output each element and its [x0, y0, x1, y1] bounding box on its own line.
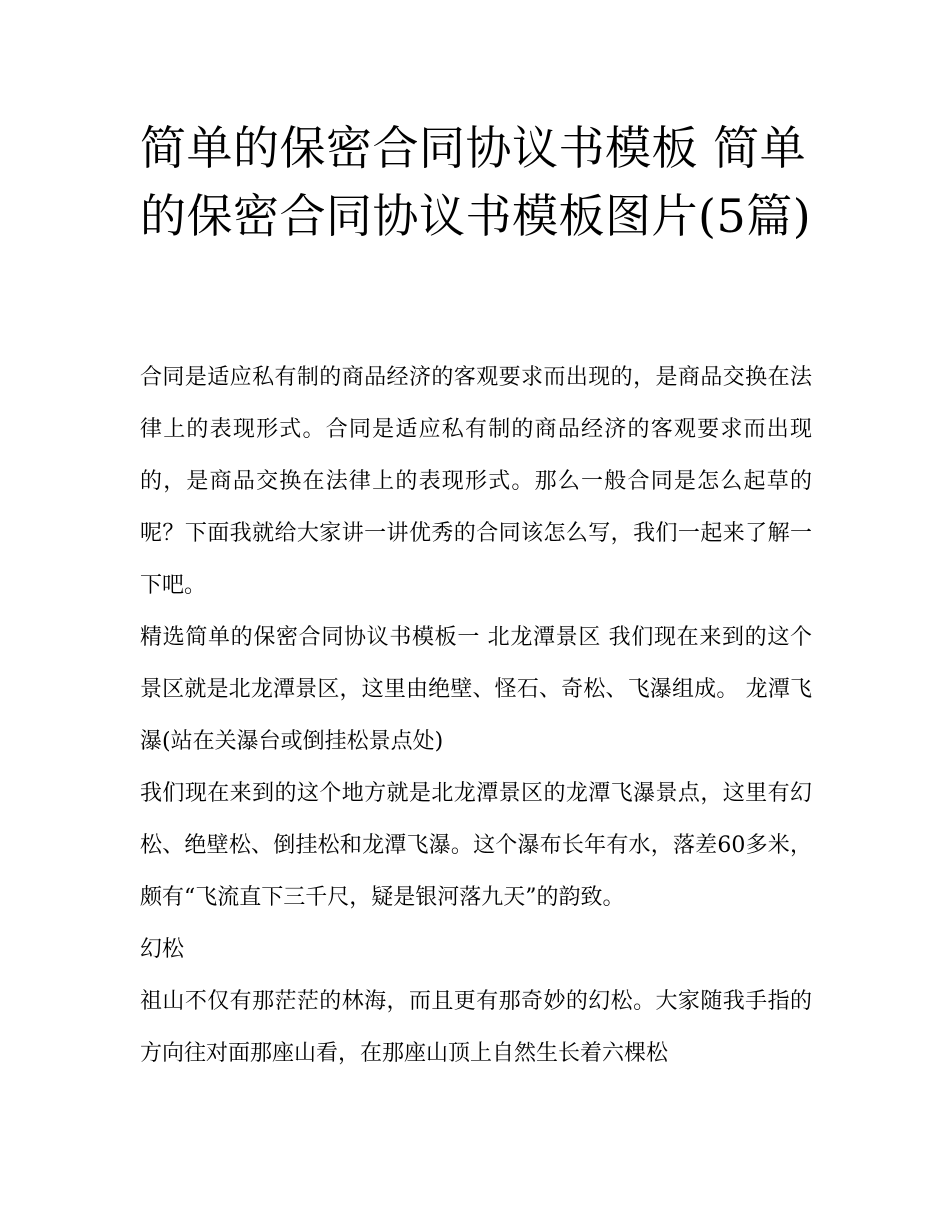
paragraph-huansong: 祖山不仅有那茫茫的林海，而且更有那奇妙的幻松。大家随我手指的方向往对面那座山看，在那座山顶上自然生长着六棵松 — [140, 989, 812, 1066]
paragraph-intro: 合同是适应私有制的商品经济的客观要求而出现的，是商品交换在法律上的表现形式。合同是适应私有制的商品经济的客观要求而出现的，是商品交换在法律上的表现形式。那么一般合同是怎么起草的呢？下面我就给大家讲一讲优秀的合同该怎么写，我们一起来了解一下吧。 — [140, 365, 812, 598]
paragraph-longtan-falls: 我们现在来到的这个地方就是北龙潭景区的龙潭飞瀑景点，这里有幻松、绝壁松、倒挂松和龙潭飞瀑。这个瀑布长年有水，落差60多米，颇有“飞流直下三千尺，疑是银河落九天”的韵致。 — [140, 781, 812, 910]
paragraph-template-one: 精选简单的保密合同协议书模板一 北龙潭景区 我们现在来到的这个景区就是北龙潭景区，这里由绝壁、怪石、奇松、飞瀑组成。 龙潭飞瀑(站在关瀑台或倒挂松景点处) — [140, 625, 812, 754]
document-body — [140, 352, 812, 1080]
section-heading-huansong: 幻松 — [140, 937, 185, 962]
document-title: 简单的保密合同协议书模板 简单的保密合同协议书模板图片(5篇) — [140, 121, 812, 243]
